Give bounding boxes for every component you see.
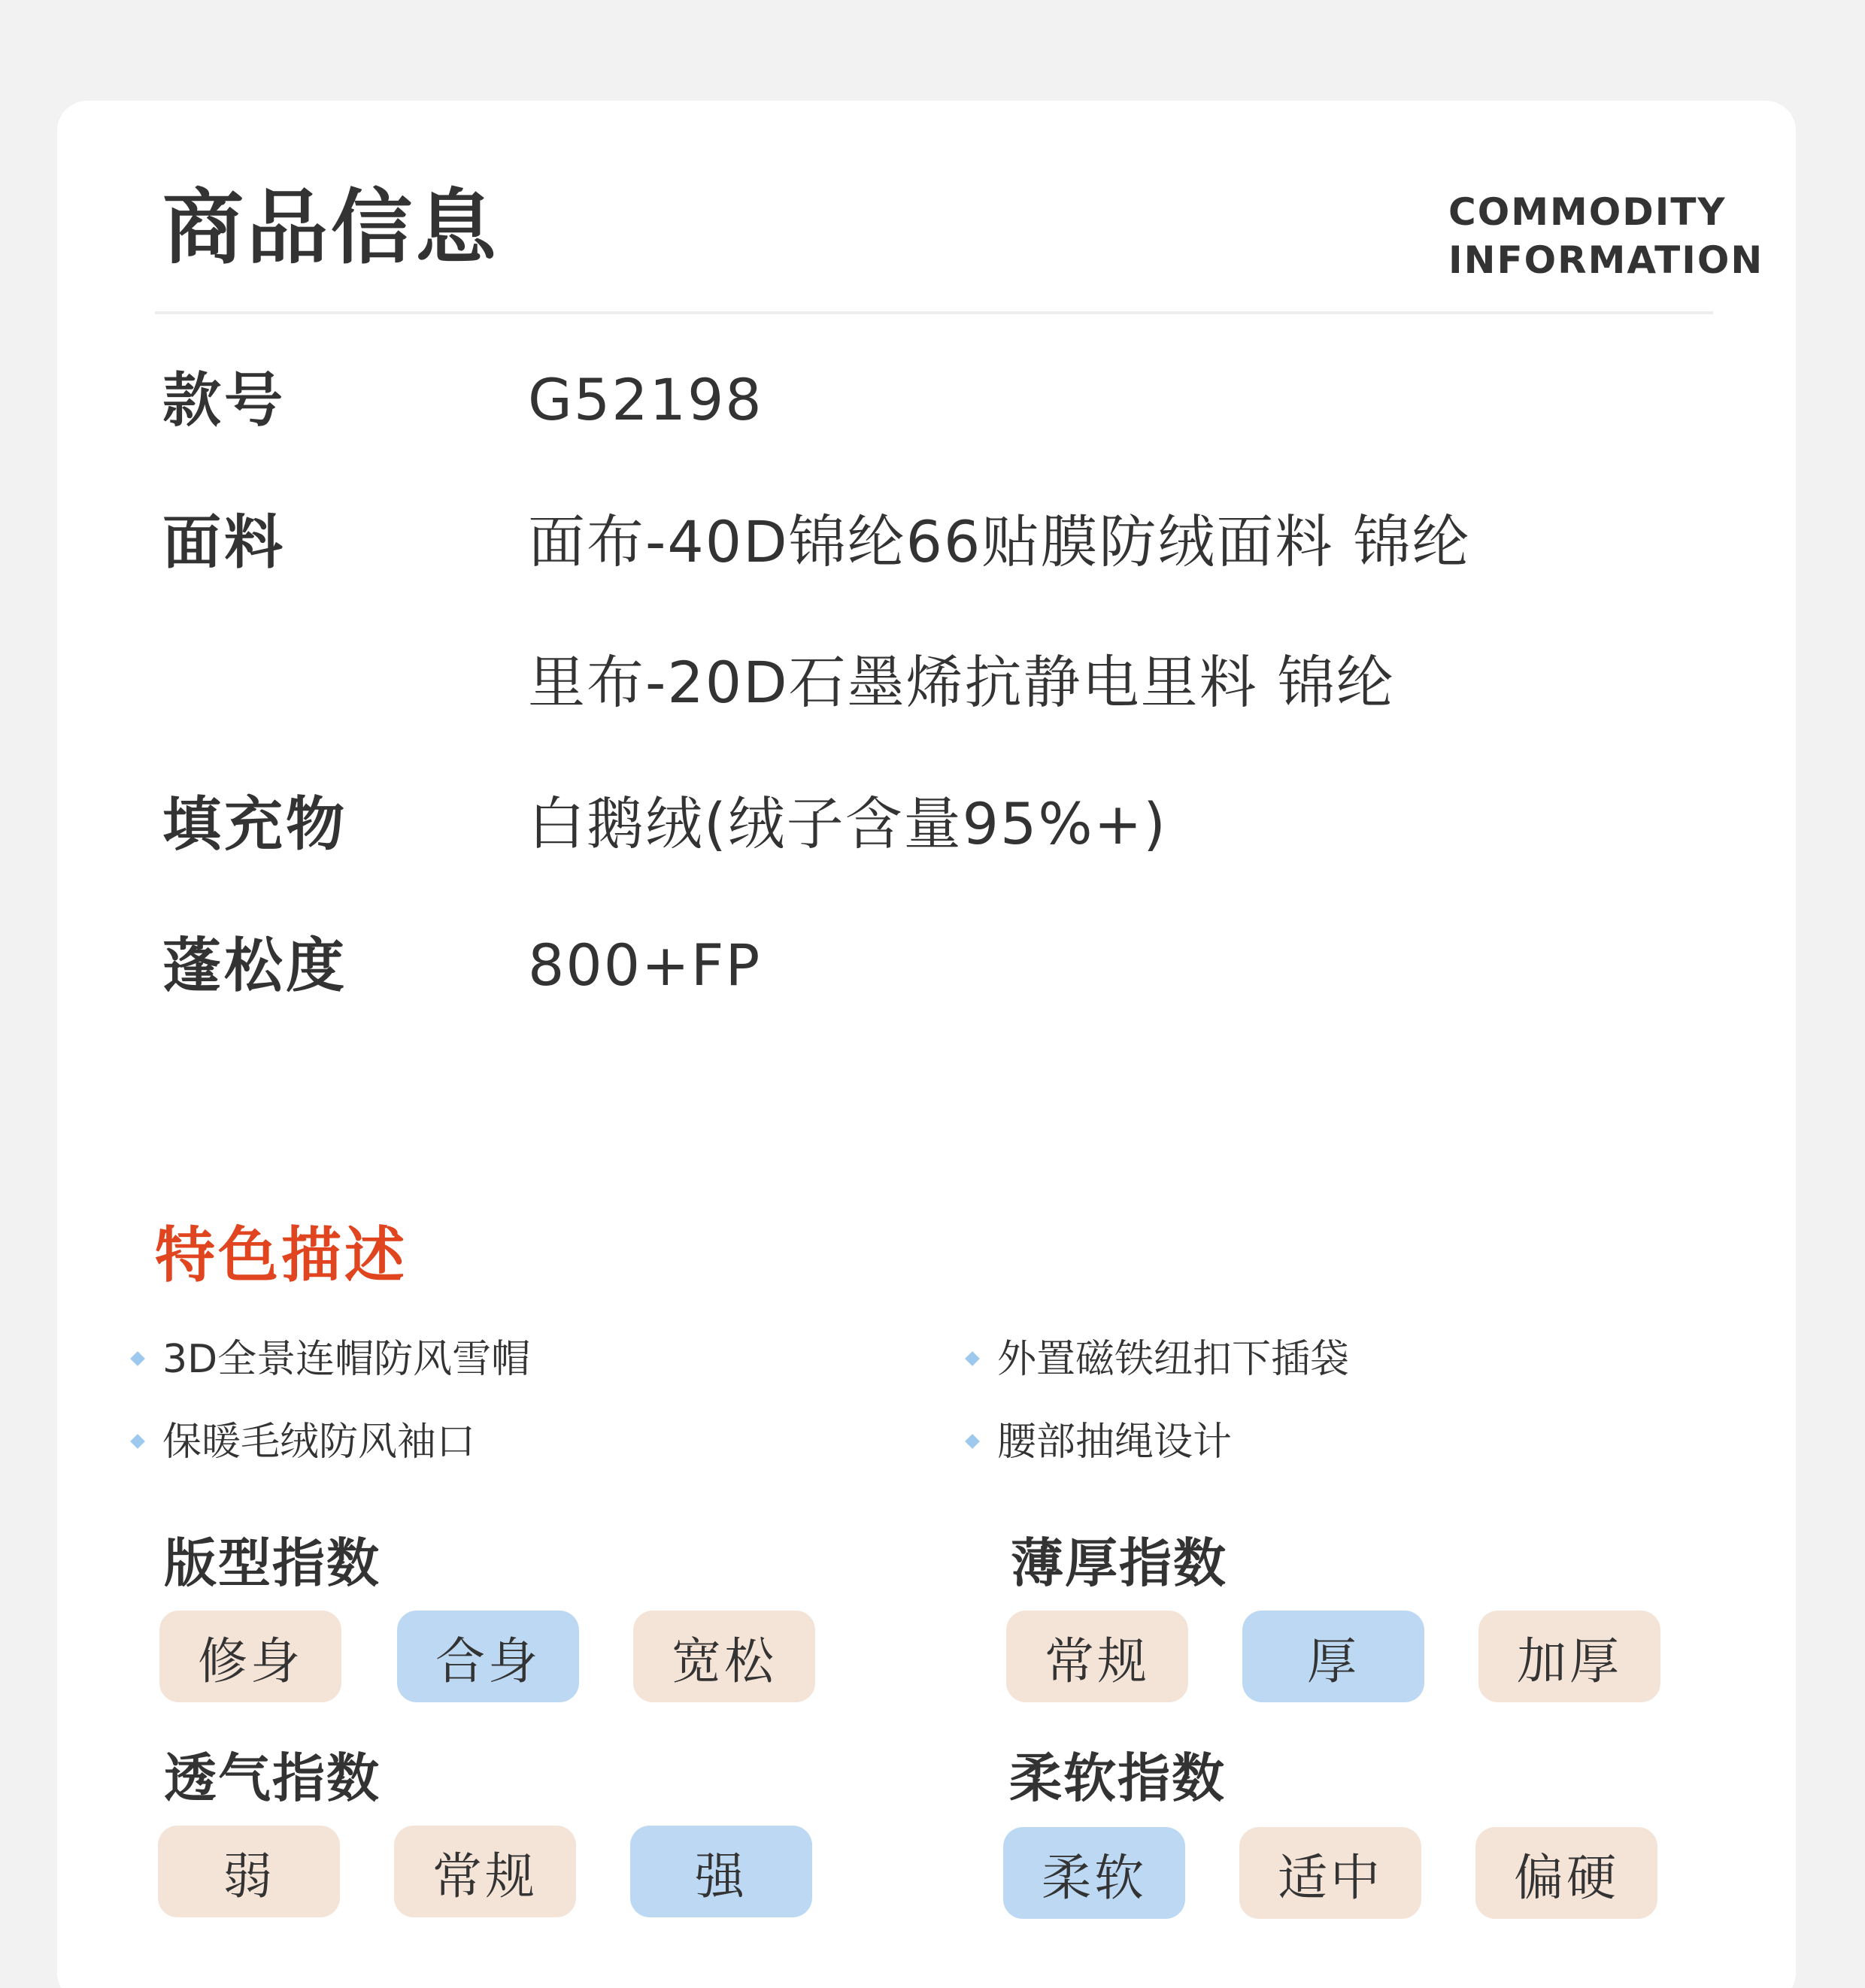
feature-item-text: 腰部抽绳设计 xyxy=(997,1420,1233,1465)
page-title-en-line1: COMMODITY xyxy=(1448,190,1727,234)
softness-option: 偏硬 xyxy=(1475,1827,1657,1919)
diamond-bullet-icon xyxy=(965,1351,980,1366)
thickness-option: 加厚 xyxy=(1478,1611,1660,1702)
breathability-index-title: 透气指数 xyxy=(164,1747,381,1809)
fit-option: 合身 xyxy=(397,1611,579,1702)
breathability-option: 常规 xyxy=(394,1826,576,1917)
page-title: 商品信息 xyxy=(162,181,500,275)
spec-label-filling: 填充物 xyxy=(162,791,348,859)
spec-value-fabric-lining: 里布-20D石墨烯抗静电里料 锦纶 xyxy=(528,649,1395,716)
spec-label-style: 款号 xyxy=(162,367,287,435)
diamond-bullet-icon xyxy=(130,1351,145,1366)
diamond-bullet-icon xyxy=(130,1434,145,1449)
thickness-option: 常规 xyxy=(1006,1611,1188,1702)
fit-index-title: 版型指数 xyxy=(164,1532,381,1594)
feature-item xyxy=(132,1420,476,1465)
feature-item-text: 3D全景连帽防风雪帽 xyxy=(162,1337,531,1382)
spec-value-style: G52198 xyxy=(528,366,763,433)
softness-option: 适中 xyxy=(1239,1827,1421,1919)
breathability-option: 强 xyxy=(630,1826,812,1917)
info-card xyxy=(57,101,1796,1988)
spec-value-loft: 800+FP xyxy=(528,932,762,999)
diamond-bullet-icon xyxy=(965,1434,980,1449)
page-title-en-line2: INFORMATION xyxy=(1448,238,1764,282)
feature-item xyxy=(967,1337,1350,1382)
header-divider xyxy=(155,311,1713,314)
thickness-option: 厚 xyxy=(1242,1611,1424,1702)
spec-label-loft: 蓬松度 xyxy=(162,932,348,1000)
fit-option: 修身 xyxy=(159,1611,341,1702)
feature-item-text: 保暖毛绒防风袖口 xyxy=(162,1420,476,1465)
softness-option: 柔软 xyxy=(1003,1827,1185,1919)
thickness-index-title: 薄厚指数 xyxy=(1011,1532,1227,1594)
breathability-option: 弱 xyxy=(158,1826,340,1917)
page-title-en xyxy=(1448,188,1763,284)
feature-item xyxy=(132,1337,531,1382)
features-title: 特色描述 xyxy=(155,1220,408,1290)
spec-label-fabric: 面料 xyxy=(162,509,287,577)
feature-item-text: 外置磁铁纽扣下插袋 xyxy=(997,1337,1350,1382)
feature-item xyxy=(967,1420,1233,1465)
softness-index-title: 柔软指数 xyxy=(1009,1747,1226,1809)
spec-value-filling: 白鹅绒(绒子含量95%+) xyxy=(528,790,1167,857)
fit-option: 宽松 xyxy=(633,1611,815,1702)
spec-value-fabric-outer: 面布-40D锦纶66贴膜防绒面料 锦纶 xyxy=(528,508,1471,575)
